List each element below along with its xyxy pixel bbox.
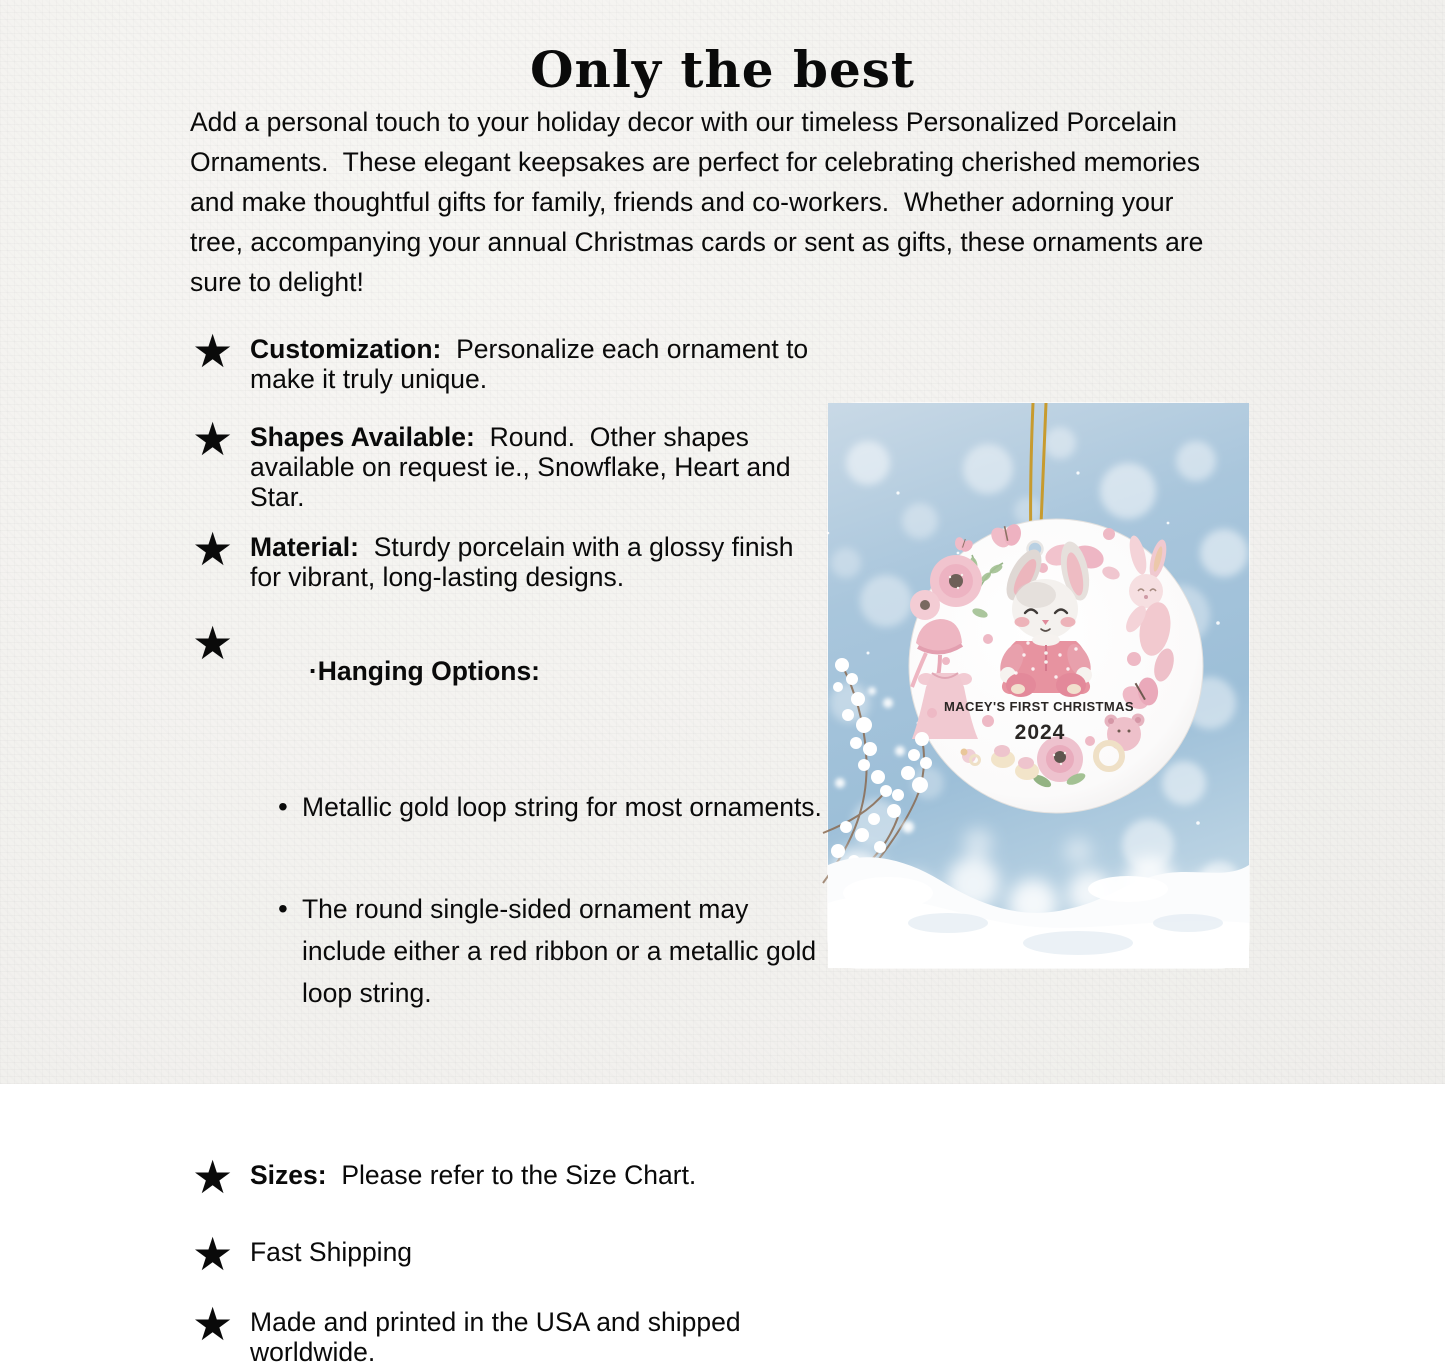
page-title: Only the best [529,39,916,99]
dot-bullet-icon: • [278,893,288,924]
star-bullet-icon: ★ [192,617,234,669]
feature-fast-shipping [192,1228,842,1280]
star-bullet-icon: ★ [192,523,234,575]
sub-bullet-text: Metallic gold loop string for most ornaments. [302,792,822,822]
hanging-options-sublist [250,726,825,1074]
feature-hanging-options [192,617,842,1134]
feature-list [192,325,842,1367]
feature-label: Sizes: [250,1160,327,1190]
ornament-year-text: 2024 [1014,721,1066,744]
ornament-photo-graphic [828,403,1249,968]
star-bullet-icon: ★ [192,1298,234,1350]
intro-paragraph: Add a personal touch to your holiday decor with our timeless Personalized Porcelain Ornaments. These elegant keepsakes are perfect for celebrating cherished memories and make thoughtful gifts for family, friends and co-workers. Whether adorning your tree, accompanying your annual Christmas cards or sent as gifts, these ornaments are sure to delight! [190,107,1211,297]
feature-text [250,422,825,512]
product-photo [828,403,1249,968]
feature-body: Personalize each ornament to make it truly unique. [250,334,816,394]
list-item [278,888,825,1014]
star-bullet-icon: ★ [192,1151,234,1203]
feature-label: Customization: [250,334,442,364]
feature-shapes [192,413,842,512]
list-item [278,786,825,828]
porcelain-ornament [909,519,1203,813]
feature-label: ·Hanging Options: [308,656,541,686]
feature-text [250,1160,825,1190]
feature-made-in-usa [192,1298,842,1367]
sub-bullet-text: The round single-sided ornament may include either a red ribbon or a metallic gold loop string. [302,894,824,1008]
feature-material [192,523,842,592]
feature-text [250,532,825,592]
feature-body: Made and printed in the USA and shipped worldwide. [250,1307,748,1367]
ornament-name-text: MACEY'S FIRST CHRISTMAS [944,699,1134,714]
feature-text [250,1237,825,1267]
feature-sizes [192,1151,842,1203]
feature-body: Sturdy porcelain with a glossy finish for vibrant, long-lasting designs. [250,532,801,592]
feature-text [250,334,825,394]
feature-label: Material: [250,532,359,562]
feature-text [250,1307,825,1367]
feature-text [250,626,825,1134]
star-bullet-icon: ★ [192,1228,234,1280]
feature-label: Shapes Available: [250,422,475,452]
star-bullet-icon: ★ [192,413,234,465]
star-bullet-icon: ★ [192,325,234,377]
feature-body: Fast Shipping [250,1237,413,1267]
feature-customization [192,325,842,394]
dot-bullet-icon: • [278,791,288,822]
feature-body: Round. Other shapes available on request ie., Snowflake, Heart and Star. [250,422,799,512]
feature-body: Please refer to the Size Chart. [326,1160,697,1190]
